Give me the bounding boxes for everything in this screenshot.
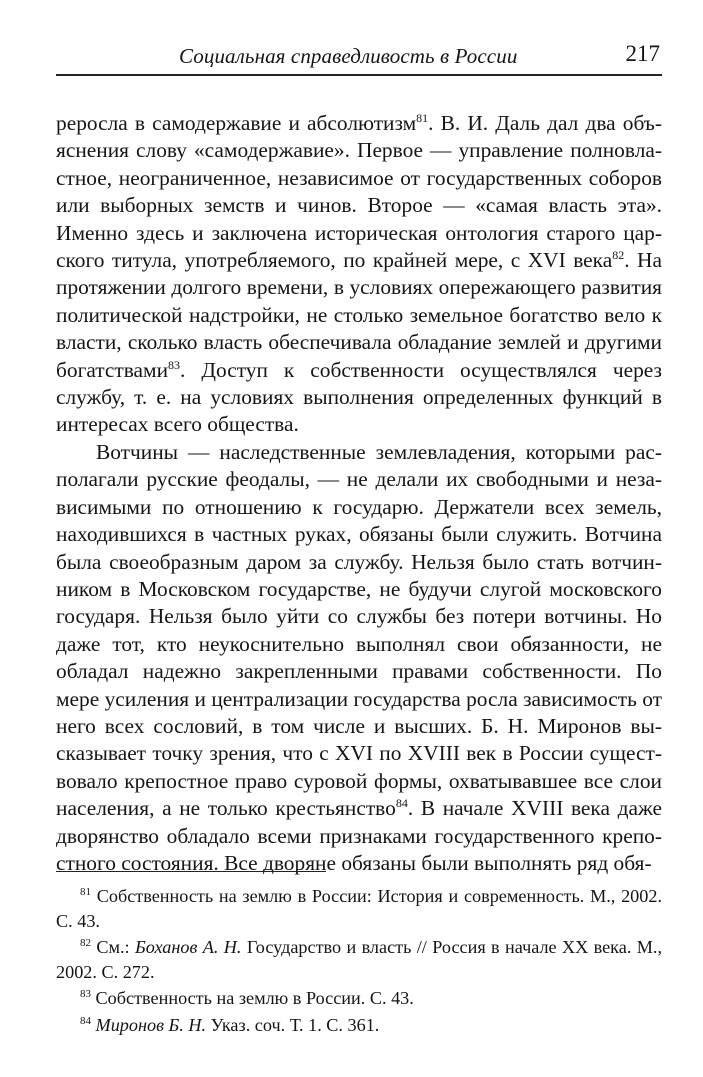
footnote-text: Собственность на землю в России: История и современность. М., 2002. С. 43.	[56, 886, 663, 931]
footnote-83	[56, 986, 662, 1011]
footnote-text: Собственность на землю в России. С. 43.	[95, 988, 414, 1009]
page-header	[56, 40, 662, 76]
paragraph-1-part-1: реросла в самодержавие и абсолютизм	[56, 111, 417, 135]
footnote-ref-83: 83	[168, 357, 181, 372]
footnote-author: Боханов А. Н.	[135, 937, 242, 958]
paragraph-1-part-3: . На протяжении долгого времени, в условиях опережающего развития политической надстройки, не столько земельное богатство вело к власти, сколько власть обеспечивала обладание землей и другими богатствами	[56, 248, 662, 382]
footnote-number: 82	[80, 937, 91, 950]
footnotes	[56, 884, 662, 1040]
footnote-81	[56, 884, 662, 933]
footnote-author: Миронов Б. Н.	[95, 1014, 207, 1035]
paragraph-2-part-2: . В начале XVIII века даже дворянство обладало всеми признаками государственного крепостного состояния. Все дворяне обязаны были выполнять ряд обя-	[56, 796, 662, 875]
paragraph-1-part-2: . В. И. Даль дал два объяснения слову «самодержавие». Первое — управление полновластное, неограниченное, независимое от государственных соборов или выборных земств и чинов. Второе — «самая власть эта». Именно здесь и заключена историческая онтология старого царского титула, употребляемого, по крайней мере, с XVI века	[56, 111, 662, 273]
footnote-ref-82: 82	[612, 248, 625, 263]
footnote-ref-81: 81	[416, 111, 429, 125]
paragraph-1	[56, 110, 662, 439]
footnote-ref-84: 84	[395, 796, 408, 811]
paragraph-2	[56, 439, 662, 878]
footnote-number: 81	[80, 886, 91, 898]
footnote-separator	[56, 871, 326, 872]
footnote-text: Государство и власть // Россия в начале XX века. М., 2002. С. 272.	[56, 937, 663, 982]
paragraph-2-part-1: Вотчины — наследственные землевладения, которыми располагали русские феодалы, — не делали их свободными и независимыми по отношению к государю. Держатели всех земель, находившихся в частных руках, обязаны были служить. Вотчина была своеобразным даром за службу. Нельзя было стать вотчинником в Московском государстве, не будучи слугой московского государя. Нельзя было уйти со службы без потери вотчины. Но даже тот, кто неукоснительно выполнял свои обязанности, не обладал надежно закрепленными правами собственности. По мере усиления и централизации государства росла зависимость от него всех сословий, в том числе и высших. Б. Н. Миронов высказывает точку зрения, что с XVI по XVIII век в России существовало крепостное право суровой формы, охватывавшее все слои населения, а не только крестьянство	[56, 439, 662, 821]
running-title: Социальная справедливость в России	[179, 44, 518, 68]
footnote-number: 84	[80, 1014, 91, 1027]
paragraph-1-part-4: . Доступ к собственности осуществлялся через службу, т. е. на условиях выполнения определенных функций в интересах всего общества.	[56, 357, 662, 437]
page-number: 217	[625, 41, 660, 66]
main-text	[56, 110, 662, 877]
footnote-text: Указ. соч. Т. 1. С. 361.	[206, 1014, 380, 1035]
footnote-number: 83	[80, 988, 91, 1001]
footnote-82	[56, 935, 662, 984]
footnote-prefix: См.:	[96, 937, 135, 958]
footnote-84	[56, 1013, 662, 1038]
